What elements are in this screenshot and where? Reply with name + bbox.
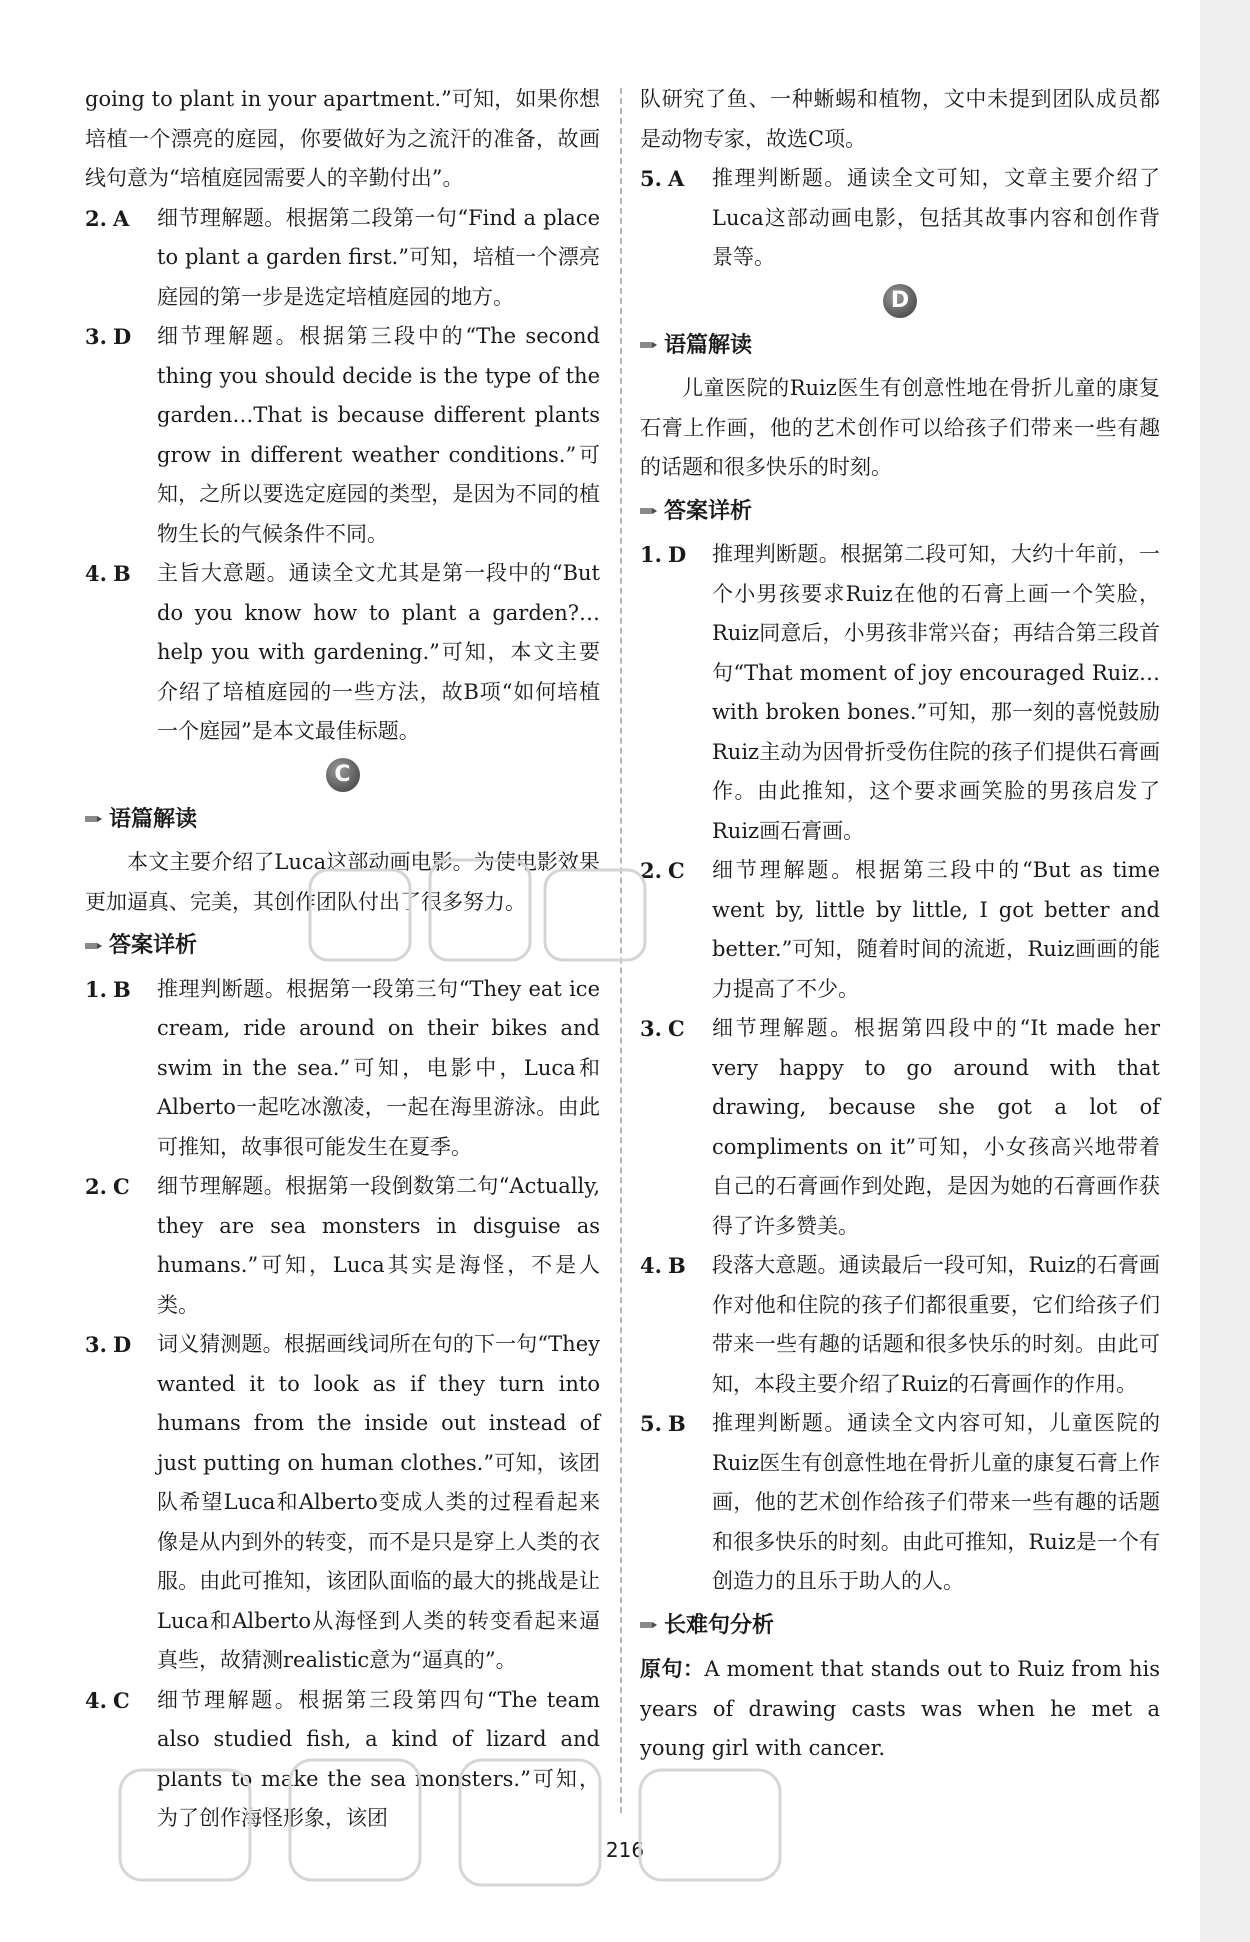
column-divider <box>620 88 622 1813</box>
answer-item-c5: 5. A 推理判断题。通读全文可知，文章主要介绍了Luca这部动画电影，包括其故事内容和创作背景等。 <box>640 166 1160 269</box>
original-sentence-text: A moment that stands out to Ruiz from his years of drawing casts was when he met a young girl with cancer. <box>640 1657 1160 1760</box>
pencil-icon <box>640 338 658 352</box>
section-reading-c: 语篇解读 <box>85 800 600 840</box>
answer-item-d1: 1. D 推理判断题。根据第二段可知，大约十年前，一个小男孩要求Ruiz在他的石膏上画一个笑脸，Ruiz同意后，小男孩非常兴奋；再结合第三段首句“That moment of joy encouraged Ruiz…with broken bones.”可知，那一刻的喜悦鼓励Ruiz主动为因骨折受伤住院的孩子们提供石膏画作。由此推知，这个要求画笑脸的男孩启发了Ruiz画石膏画。 <box>640 542 1160 843</box>
answer-item-c1: 1. B 推理判断题。根据第一段第三句“They eat ice cream, ride around on their bikes and swim in the sea.”可知，电影中，Luca和Alberto一起吃冰激凌，一起在海里游泳。由此可推知，故事很可能发生在夏季。 <box>85 976 600 1159</box>
continued-paragraph: going to plant in your apartment.”可知，如果你想培植一个漂亮的庭园，你要做好为之流汗的准备，故画线句意为“培植庭园需要人的辛勤付出”。 <box>85 87 600 190</box>
answer-item-b3: 3. D 细节理解题。根据第三段中的“The second thing you should decide is the type of the garden…That is because different plants grow in different weather conditions.”可知，之所以要选定庭园的类型，是因为不同的植物生长的气候条件不同。 <box>85 324 600 546</box>
answer-item-c2: 2. C 细节理解题。根据第一段倒数第二句“Actually, they are sea monsters in disguise as humans.”可知，Luca其实是海怪，不是人类。 <box>85 1174 600 1317</box>
pencil-icon <box>640 1618 658 1632</box>
original-sentence <box>640 1649 1160 1769</box>
section-reading-d: 语篇解读 <box>640 326 1160 366</box>
answer-item-c4: 4. C 细节理解题。根据第三段第四句“The team also studied fish, a kind of lizard and plants to make the sea monsters.”可知，为了创作海怪形象，该团 <box>85 1687 600 1830</box>
pencil-icon <box>640 504 658 518</box>
left-column <box>85 80 600 1839</box>
passage-d-badge: D <box>883 284 917 318</box>
passage-d-summary: 儿童医院的Ruiz医生有创意性地在骨折儿童的康复石膏上作画，他的艺术创作可以给孩子们带来一些有趣的话题和很多快乐的时刻。 <box>640 376 1160 479</box>
original-sentence-label: 原句： <box>640 1656 705 1681</box>
section-answers-c: 答案详析 <box>85 926 600 966</box>
continued-paragraph: 队研究了鱼、一种蜥蜴和植物，文中未提到团队成员都是动物专家，故选C项。 <box>640 87 1160 151</box>
passage-c-summary: 本文主要介绍了Luca这部动画电影。为使电影效果更加逼真、完美，其创作团队付出了很多努力。 <box>85 850 600 914</box>
pencil-icon <box>85 939 103 953</box>
answer-item-d2: 2. C 细节理解题。根据第三段中的“But as time went by, little by little, I got better and better.”可知，随着时间的流逝，Ruiz画画的能力提高了不少。 <box>640 858 1160 1001</box>
answer-item-d4: 4. B 段落大意题。通读最后一段可知，Ruiz的石膏画作对他和住院的孩子们都很重要，它们给孩子们带来一些有趣的话题和很多快乐的时刻。由此可知，本段主要介绍了Ruiz的石膏画作的作用。 <box>640 1253 1160 1396</box>
answer-item-c3: 3. D 词义猜测题。根据画线词所在句的下一句“They wanted it to look as if they turn into humans from the inside out instead of just putting on human clothes.”可知，该团队希望Luca和Alberto变成人类的过程看起来像是从内到外的转变，而不是只是穿上人类的衣服。由此可推知，该团队面临的最大的挑战是让Luca和Alberto从海怪到人类的转变看起来逼真些，故猜测realistic意为“逼真的”。 <box>85 1332 600 1672</box>
answer-item-b2: 2. A 细节理解题。根据第二段第一句“Find a place to plant a garden first.”可知，培植一个漂亮庭园的第一步是选定培植庭园的地方。 <box>85 205 600 309</box>
pencil-icon <box>85 812 103 826</box>
section-long-sentence: 长难句分析 <box>640 1606 1160 1646</box>
right-column <box>640 80 1160 1769</box>
page-number: 216 <box>605 1838 645 1862</box>
answer-item-b4: 4. B 主旨大意题。通读全文尤其是第一段中的“But do you know how to plant a garden?…help you with gardening.”可知，本文主要介绍了培植庭园的一些方法，故B项“如何培植一个庭园”是本文最佳标题。 <box>85 561 600 743</box>
passage-c-badge: C <box>326 758 360 792</box>
page-edge-shadow <box>1200 0 1250 1942</box>
answer-item-d5: 5. B 推理判断题。通读全文内容可知，儿童医院的Ruiz医生有创意性地在骨折儿童的康复石膏上作画，他的艺术创作给孩子们带来一些有趣的话题和很多快乐的时刻。由此可推知，Ruiz是一个有创造力的且乐于助人的人。 <box>640 1411 1160 1593</box>
answer-item-d3: 3. C 细节理解题。根据第四段中的“It made her very happy to go around with that drawing, because she got a lot of compliments on it”可知，小女孩高兴地带着自己的石膏画作到处跑，是因为她的石膏画作获得了许多赞美。 <box>640 1016 1160 1238</box>
section-answers-d: 答案详析 <box>640 492 1160 532</box>
